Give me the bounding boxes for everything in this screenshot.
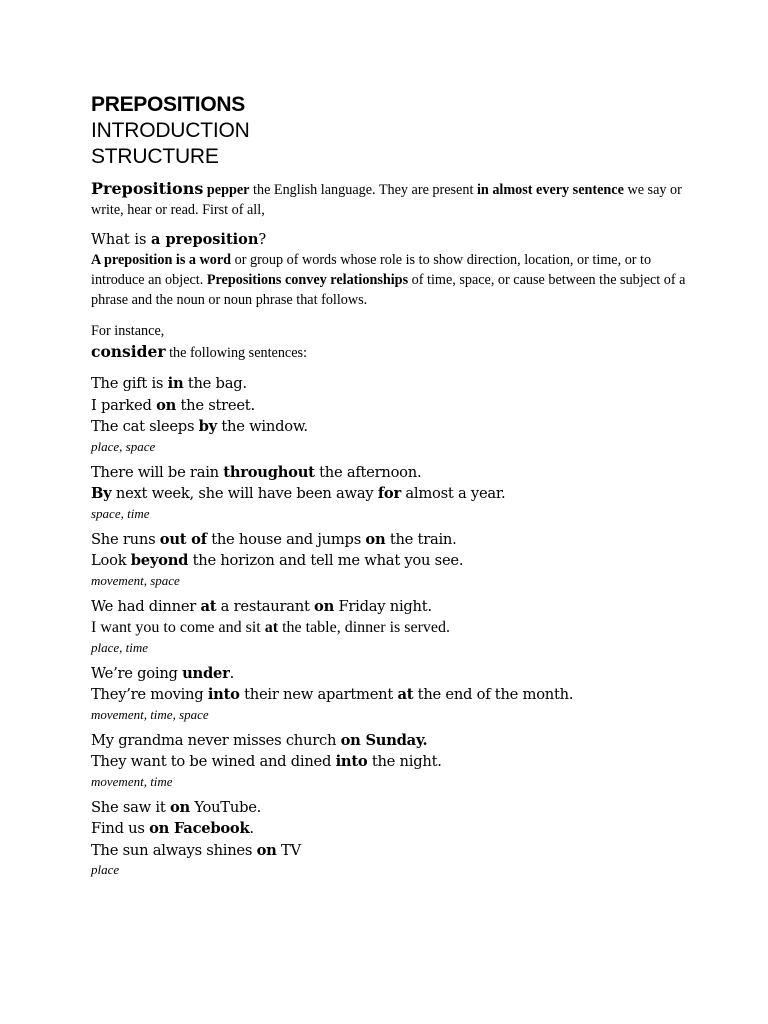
definition-paragraph (91, 250, 691, 310)
example-sentence (91, 529, 691, 551)
consider-text: the following sentences: (165, 345, 307, 361)
sentence-text: the window. (216, 418, 308, 435)
preposition-highlight: at (397, 686, 414, 703)
sentence-text: the end of the month. (413, 686, 574, 703)
sentence-text: There will be rain (91, 463, 224, 481)
sentence-text: They want to be wined and dined (91, 753, 336, 770)
category-tag: place (91, 862, 120, 877)
preposition-highlight: at (264, 619, 279, 636)
sentence-text: a restaurant (216, 597, 315, 615)
definition-bold: Prepositions convey relationships (206, 272, 409, 288)
sentence-text: They’re moving (91, 686, 208, 703)
category-tag: place, space (91, 438, 156, 454)
example-group (91, 797, 691, 879)
example-sentence (91, 596, 691, 618)
preposition-highlight: at (200, 597, 217, 615)
example-sentence (91, 617, 691, 639)
example-group (91, 596, 691, 656)
sentence-text: the train. (385, 530, 457, 548)
preposition-highlight: on (365, 530, 386, 548)
example-group (91, 373, 691, 455)
sentence-text: We had dinner (91, 597, 201, 615)
question-text: ? (258, 232, 267, 248)
sentence-text: the house and jumps (206, 530, 366, 548)
preposition-highlight: by (198, 418, 217, 435)
sentence-text: My grandma never misses church (91, 731, 341, 749)
preposition-highlight: By (91, 485, 112, 502)
intro-paragraph (91, 179, 691, 220)
sentence-text: The cat sleeps (91, 418, 199, 435)
definition-text: of time, space, or cause between the subject of a phrase and the noun or noun phrase that follows. (91, 272, 686, 308)
intro-text: the English language. They are present (249, 182, 477, 198)
preposition-highlight: into (335, 753, 368, 770)
preposition-highlight: on (256, 841, 277, 859)
sentence-text: . (229, 664, 235, 682)
for-instance-text: For instance, (91, 323, 165, 339)
example-sentence (91, 730, 691, 752)
intro-lead-word: Prepositions (91, 179, 204, 198)
example-sentence (91, 395, 691, 417)
example-sentence (91, 416, 691, 438)
example-group (91, 663, 691, 723)
definition-bold: A preposition is a word (91, 252, 232, 268)
sentence-text: the bag. (183, 375, 247, 392)
category-tag: movement, time, space (91, 706, 209, 722)
sentence-text: We’re going (91, 664, 183, 682)
example-sentence (91, 751, 691, 773)
sentence-text: TV (276, 841, 301, 859)
category-tag: movement, time (91, 773, 173, 789)
sentence-text: The gift is (91, 375, 168, 392)
example-sentence (91, 818, 691, 840)
sentence-text: Friday night. (334, 597, 432, 615)
example-sentence (91, 373, 691, 395)
preposition-highlight: under (182, 664, 230, 682)
example-sentence (91, 550, 691, 572)
intro-bold-phrase: in almost every sentence (476, 182, 624, 198)
preposition-highlight: into (207, 686, 240, 703)
sentence-text: . (249, 820, 254, 837)
definition-text: or group of words whose role is to show direction, location, or time, or to introduce an object. (91, 252, 652, 288)
question-text: What is (91, 232, 152, 248)
category-tag: place, time (91, 639, 149, 655)
preposition-highlight: beyond (130, 552, 189, 569)
sentence-text: Look (91, 552, 131, 569)
sentence-text: the afternoon. (314, 463, 422, 481)
sentence-text: She saw it (91, 798, 170, 816)
example-sentence (91, 684, 691, 706)
example-sentence (91, 840, 691, 862)
preposition-highlight: out of (159, 530, 207, 548)
consider-lead-word: consider (91, 342, 166, 361)
section-heading-structure: STRUCTURE (91, 145, 219, 168)
sentence-text: the table, dinner is served. (278, 619, 451, 636)
section-heading-introduction: INTRODUCTION (91, 119, 250, 142)
document-page (91, 92, 691, 878)
question-heading (91, 231, 691, 249)
consider-line (91, 341, 691, 364)
sentence-text: the night. (367, 753, 442, 770)
preposition-highlight: in (167, 375, 184, 392)
question-bold: a preposition (151, 231, 259, 248)
preposition-highlight: on (314, 597, 335, 615)
preposition-highlight: on Facebook (149, 820, 250, 837)
sentence-text: their new apartment (239, 686, 398, 703)
example-sentence (91, 797, 691, 819)
sentence-text: almost a year. (400, 485, 506, 502)
sentence-text: I want you to come and sit (91, 619, 265, 636)
sentence-text: next week, she will have been away (111, 485, 378, 502)
category-tag: movement, space (91, 572, 180, 588)
example-group (91, 462, 691, 522)
sentence-text: She runs (91, 530, 160, 548)
example-sentence (91, 663, 691, 685)
example-groups (91, 373, 691, 878)
preposition-highlight: on (156, 396, 177, 414)
preposition-highlight: on Sunday. (340, 731, 428, 749)
example-sentence (91, 462, 691, 484)
preposition-highlight: throughout (223, 463, 315, 481)
example-sentence (91, 483, 691, 505)
preposition-highlight: on (169, 798, 190, 816)
sentence-text: the horizon and tell me what you see. (188, 552, 464, 569)
preposition-highlight: for (377, 485, 401, 502)
example-group (91, 730, 691, 790)
page-title: PREPOSITIONS (91, 93, 245, 116)
intro-bold-pepper: pepper (206, 182, 250, 198)
example-group (91, 529, 691, 589)
sentence-text: the street. (176, 396, 255, 414)
intro-text: we say or write, hear or read. First of all, (91, 182, 682, 218)
category-tag: space, time (91, 505, 150, 521)
sentence-text: The sun always shines (91, 841, 257, 859)
sentence-text: I parked (91, 396, 157, 414)
sentence-text: Find us (91, 820, 150, 837)
sentence-text: YouTube. (189, 798, 262, 816)
